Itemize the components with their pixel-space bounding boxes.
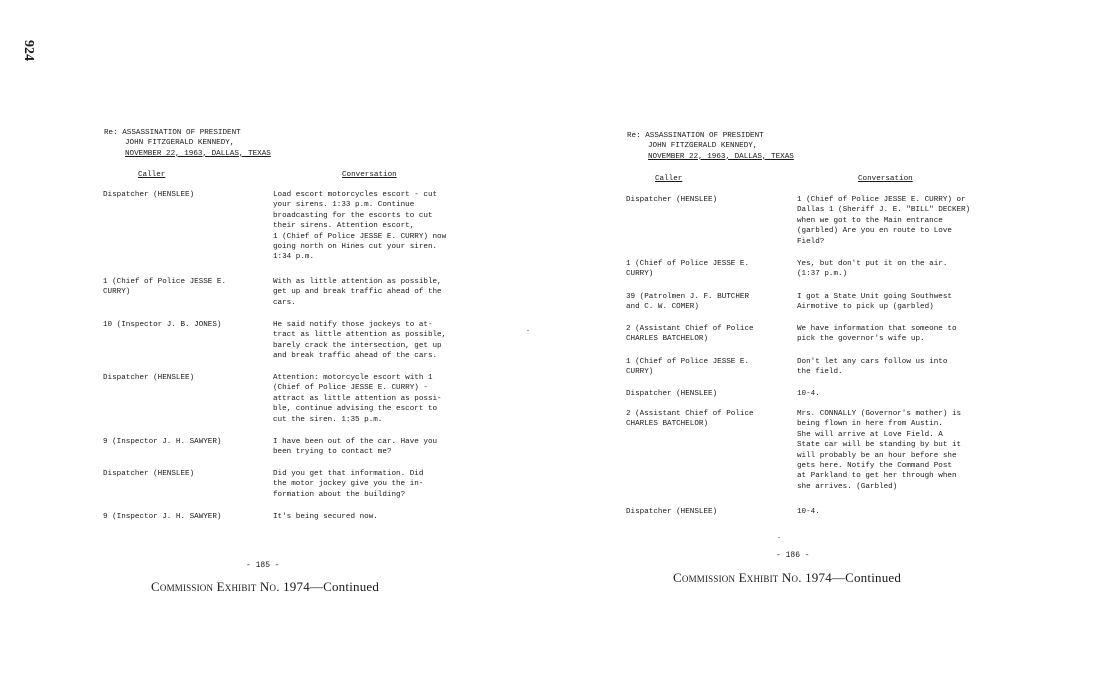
caller-cell (103, 320, 221, 330)
conversation-line: and break traffic ahead of the cars. (273, 352, 438, 361)
conversation-line: Yes, but don't put it on the air. (797, 260, 948, 268)
conversation-line: ble, continue advising the escort to (273, 405, 438, 414)
caller-line: CHARLES BATCHELOR) (626, 335, 709, 344)
caller-line: 2 (Assistant Chief of Police (626, 325, 754, 333)
conversation-cell (797, 357, 947, 378)
conversation-line: 1 (Chief of Police JESSE E. CURRY) or (797, 196, 966, 204)
conversation-line: 1:34 p.m. (273, 253, 315, 262)
conversation-line: attract as little attention as possi- (273, 394, 442, 403)
right-header-conversation: Conversation (858, 175, 913, 183)
exhibit-title: Commission Exhibit No. 1974 (151, 579, 310, 594)
right-exhibit-caption (673, 570, 902, 585)
conversation-line: Don't let any cars follow us into (797, 358, 948, 366)
conversation-cell (797, 259, 947, 280)
caller-line: Dispatcher (HENSLEE) (103, 374, 195, 382)
conversation-cell (797, 324, 957, 345)
left-header-conversation: Conversation (342, 171, 397, 179)
conversation-line: With as little attention as possible, (273, 278, 442, 286)
conversation-line: will probably be an hour before she (797, 451, 957, 460)
conversation-line: Airmotive to pick up (garbled) (797, 303, 934, 312)
conversation-line: get up and break traffic ahead of the (273, 288, 442, 297)
left-footer-page: - 185 - (246, 561, 280, 570)
conversation-cell (797, 389, 820, 399)
re-line: Re: ASSASSINATION OF PRESIDENT (104, 129, 241, 137)
caller-cell (103, 512, 221, 522)
conversation-line: 10-4. (797, 390, 820, 398)
conversation-line: she arrives. (Garbled) (797, 482, 898, 491)
left-header-caller: Caller (138, 171, 166, 179)
left-re-heading (104, 128, 271, 159)
caller-line: 9 (Inspector J. H. SAWYER) (103, 513, 222, 521)
conversation-line: being flown in here from Austin. (797, 420, 943, 429)
conversation-line: Dallas 1 (Sheriff J. E. "BILL" DECKER) (797, 206, 971, 215)
conversation-line: your sirens. 1:33 p.m. Continue (273, 201, 415, 210)
exhibit-suffix: —Continued (831, 570, 902, 585)
conversation-cell (273, 512, 378, 522)
conversation-line: She will arrive at Love Field. A (797, 430, 943, 439)
conversation-cell (797, 292, 952, 313)
caller-line: 2 (Assistant Chief of Police (626, 410, 754, 418)
right-re-heading (627, 131, 794, 162)
caller-cell (626, 292, 749, 313)
conversation-cell (273, 190, 446, 263)
re-line: NOVEMBER 22, 1963, DALLAS, TEXAS (125, 149, 271, 158)
conversation-line: when we got to the Main entrance (797, 216, 943, 225)
caller-line: Dispatcher (HENSLEE) (626, 508, 718, 516)
conversation-line: broadcasting for the escorts to cut (273, 211, 433, 220)
conversation-cell (273, 373, 442, 425)
conversation-line: cut the siren. 1:35 p.m. (273, 415, 383, 424)
caller-cell (626, 357, 749, 378)
re-line: JOHN FITZGERALD KENNEDY, (648, 142, 758, 151)
conversation-line: Mrs. CONNALLY (Governor's mother) is (797, 410, 962, 418)
conversation-line: (1:37 p.m.) (797, 270, 848, 279)
conversation-line: cars. (273, 298, 296, 307)
re-line: JOHN FITZGERALD KENNEDY, (125, 139, 235, 148)
conversation-line: the motor jockey give you the in- (273, 480, 424, 489)
conversation-cell (797, 195, 970, 247)
conversation-cell (797, 507, 820, 517)
left-exhibit-caption (151, 579, 380, 594)
right-header-caller: Caller (655, 175, 683, 183)
conversation-line: formation about the building? (273, 490, 406, 499)
conversation-line: gets here. Notify the Command Post (797, 462, 952, 471)
conversation-line: (garbled) Are you en route to Love (797, 227, 952, 236)
scan-mark (527, 330, 529, 331)
conversation-line: Did you get that information. Did (273, 470, 424, 478)
caller-cell (103, 469, 194, 479)
caller-line: and C. W. COMER) (626, 303, 699, 312)
conversation-line: We have information that someone to (797, 325, 957, 333)
caller-cell (626, 324, 754, 345)
conversation-line: 10-4. (797, 508, 820, 516)
caller-line: 1 (Chief of Police JESSE E. (103, 278, 227, 286)
conversation-line: at Parkland to get her through when (797, 472, 957, 481)
caller-cell (103, 373, 194, 383)
conversation-line: I got a State Unit going Southwest (797, 293, 952, 301)
conversation-cell (797, 409, 961, 492)
caller-line: 1 (Chief of Police JESSE E. (626, 260, 750, 268)
caller-cell (626, 507, 717, 517)
conversation-line: Field? (797, 237, 825, 246)
caller-line: 1 (Chief of Police JESSE E. (626, 358, 750, 366)
caller-line: Dispatcher (HENSLEE) (626, 196, 718, 204)
scan-mark (778, 537, 780, 538)
caller-line: 10 (Inspector J. B. JONES) (103, 321, 222, 329)
conversation-line: (Chief of Police JESSE E. CURRY) - (273, 384, 428, 393)
conversation-line: going north on Hines cut your siren. (273, 243, 438, 252)
caller-line: Dispatcher (HENSLEE) (626, 390, 718, 398)
conversation-line: He said notify those jockeys to at- (273, 321, 433, 329)
conversation-line: been trying to contact me? (273, 448, 392, 457)
conversation-cell (273, 437, 437, 458)
caller-cell (626, 409, 754, 430)
caller-line: Dispatcher (HENSLEE) (103, 191, 195, 199)
conversation-line: tract as little attention as possible, (273, 331, 447, 340)
caller-line: CURRY) (626, 368, 654, 377)
exhibit-title: Commission Exhibit No. 1974 (673, 570, 832, 585)
conversation-line: Attention: motorcycle escort with 1 (273, 374, 433, 382)
caller-cell (103, 437, 221, 447)
re-line: NOVEMBER 22, 1963, DALLAS, TEXAS (648, 152, 794, 161)
caller-cell (103, 190, 194, 200)
caller-cell (103, 277, 226, 298)
conversation-line: barely crack the intersection, get up (273, 341, 442, 350)
caller-line: CURRY) (626, 270, 654, 279)
conversation-line: the field. (797, 368, 843, 377)
right-footer-page: - 186 - (776, 551, 810, 560)
caller-line: 9 (Inspector J. H. SAWYER) (103, 438, 222, 446)
caller-line: CURRY) (103, 288, 131, 297)
conversation-line: their sirens. Attention escort, (273, 222, 415, 231)
conversation-line: I have been out of the car. Have you (273, 438, 438, 446)
conversation-cell (273, 320, 446, 362)
caller-line: 39 (Patrolmen J. F. BUTCHER (626, 293, 750, 301)
page-number: 924 (21, 40, 36, 61)
exhibit-suffix: —Continued (309, 579, 380, 594)
conversation-cell (273, 469, 423, 500)
caller-cell (626, 195, 717, 205)
conversation-line: State car will be standing by but it (797, 441, 962, 450)
caller-line: Dispatcher (HENSLEE) (103, 470, 195, 478)
conversation-cell (273, 277, 442, 308)
conversation-line: 1 (Chief of Police JESSE E. CURRY) now (273, 232, 447, 241)
caller-cell (626, 389, 717, 399)
conversation-line: Load escort motorcycles escort - cut (273, 191, 438, 199)
caller-cell (626, 259, 749, 280)
re-line: Re: ASSASSINATION OF PRESIDENT (627, 132, 764, 140)
caller-line: CHARLES BATCHELOR) (626, 420, 709, 429)
conversation-line: It's being secured now. (273, 513, 378, 521)
conversation-line: pick the governor's wife up. (797, 335, 925, 344)
